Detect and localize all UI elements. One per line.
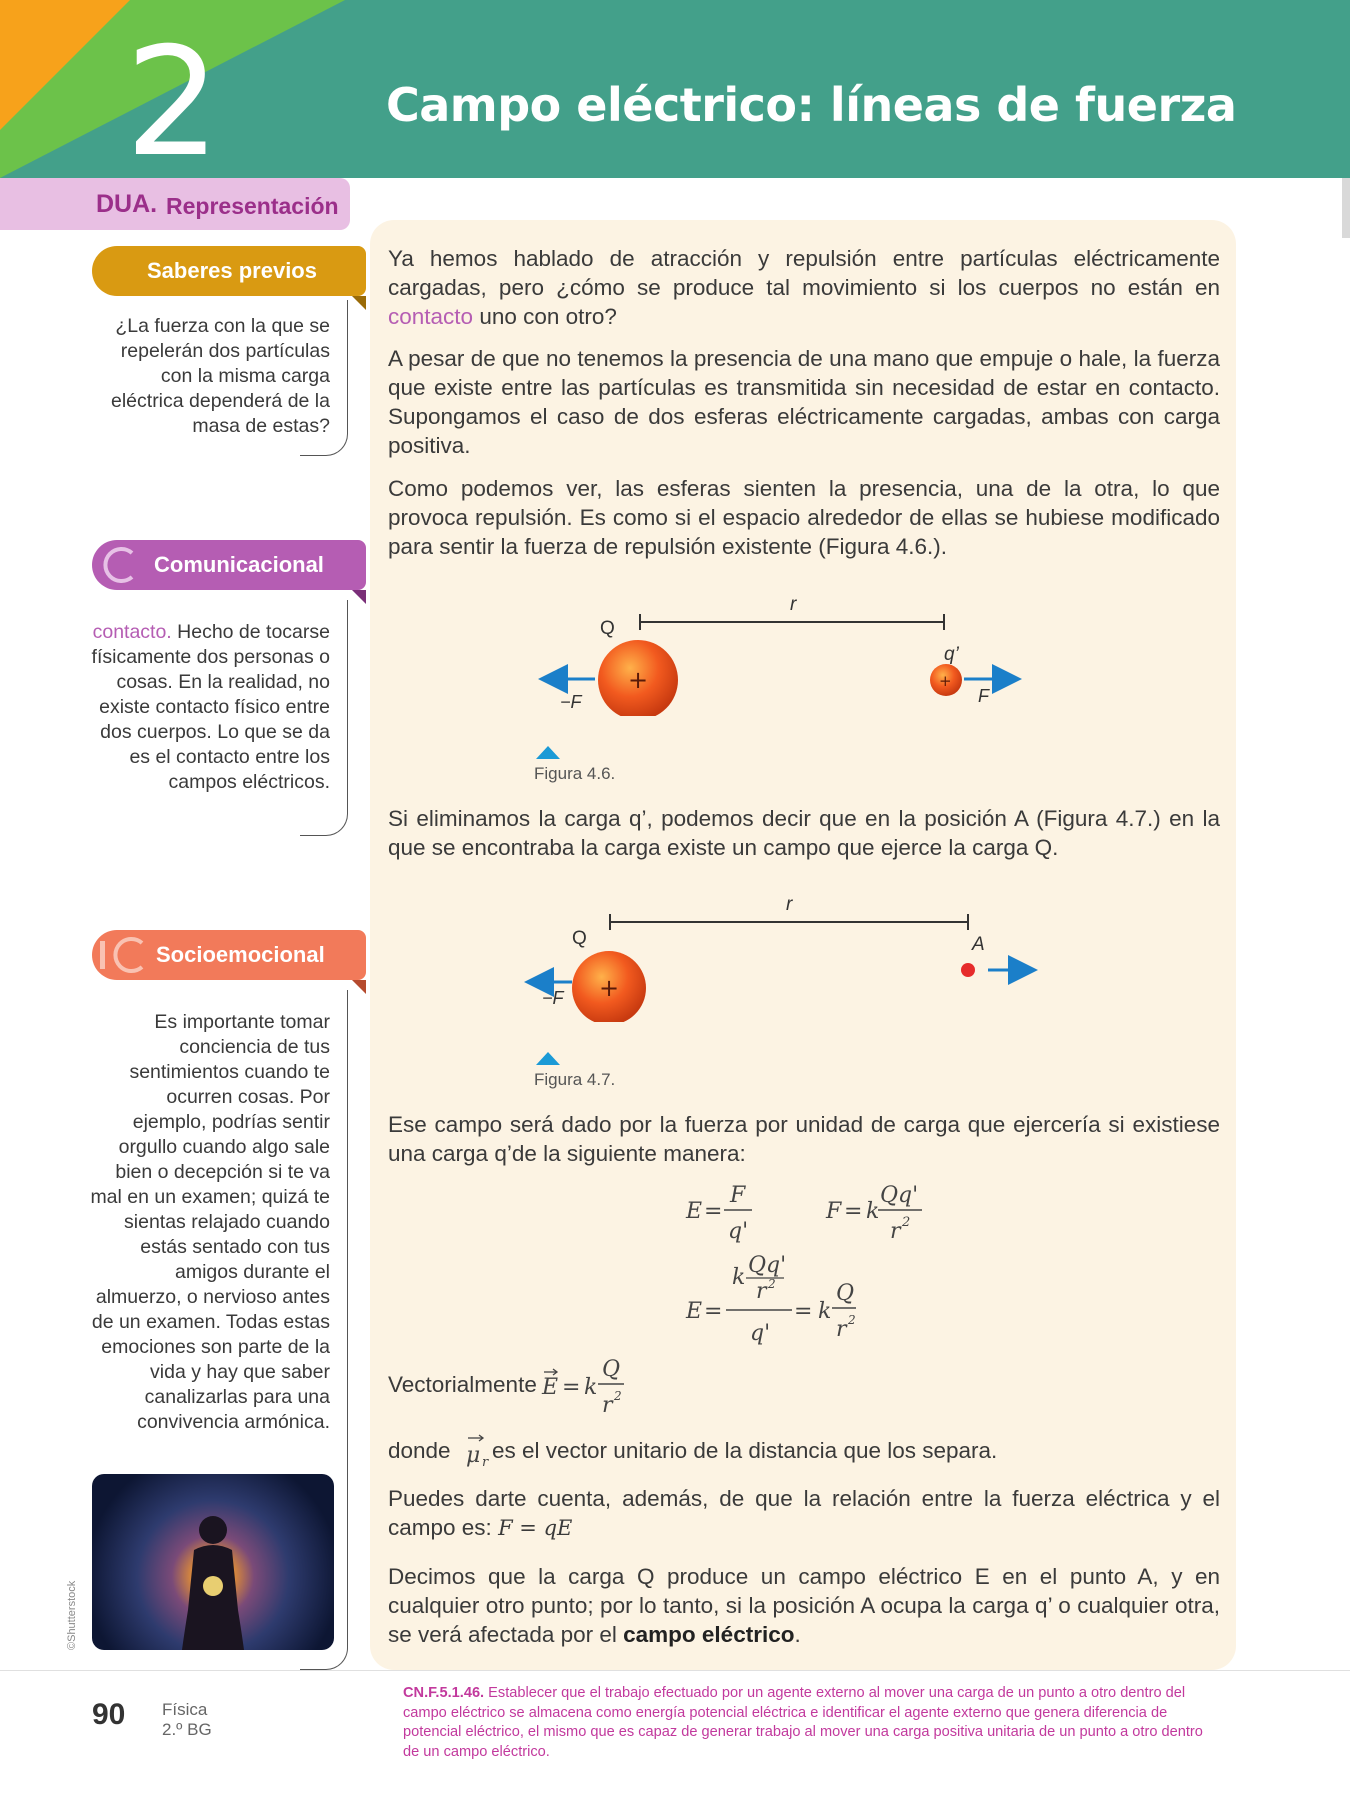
paragraph-2: A pesar de que no tenemos la presencia de una mano que empuje o hale, la fuerza que existe entre las partículas es transmitida sin necesidad de estar en contacto. Supongamos el caso de dos esferas eléctricamente cargadas, ambas con carga positiva. <box>388 346 1220 458</box>
sym-eq: = <box>794 1299 813 1324</box>
sym-E-vector: E <box>542 1375 559 1400</box>
saberes-previos-tab <box>92 246 366 296</box>
curriculum-standard <box>403 1684 1223 1762</box>
chapter-title: Campo eléctrico: líneas de fuerza <box>386 78 1237 132</box>
sym-k: k <box>732 1265 746 1290</box>
label-q-prime: q’ <box>944 644 959 665</box>
p9-text-a: Decimos que la carga Q produce un campo eléctrico E en el punto A, y en cualquier otro punto; por lo tanto, si la posición A ocupa la carga q’ o cualquier otra, se verá afectada por el <box>388 1564 1220 1647</box>
ic-icon <box>96 933 154 977</box>
sym-squared: 2 <box>902 1215 911 1230</box>
unit-vector-mu <box>462 1430 496 1470</box>
label-neg-f: −F <box>542 988 564 1008</box>
meditating-person-silhouette <box>182 1510 244 1650</box>
sym-k: k <box>584 1375 598 1400</box>
footer-divider <box>0 1670 1350 1671</box>
figure-4-6-caption: Figura 4.6. <box>534 764 616 783</box>
subject-info <box>162 1700 212 1740</box>
sym-q-prime: q' <box>750 1321 771 1346</box>
figure-4-6 <box>520 586 1040 716</box>
dua-representacion: Representación <box>166 193 339 219</box>
sym-r: r <box>602 1393 613 1418</box>
sym-r: r <box>890 1219 901 1244</box>
comunicacional-border <box>300 600 348 836</box>
formula-e-equals-f-over-q <box>680 1176 940 1256</box>
c-icon <box>98 543 142 587</box>
figure-4-7-caption: Figura 4.7. <box>534 1070 616 1089</box>
charge-sign-Q: + <box>599 974 620 1002</box>
sym-Q: Q <box>836 1281 855 1306</box>
comunicacional-title: Comunicacional <box>154 552 324 577</box>
p1-text-b: uno con otro? <box>473 304 617 329</box>
term-definition: Hecho de tocarse físicamente dos personas o cosas. En la realidad, no existe contacto físico entre dos cuerpos. Lo que se da es el contacto entre los campos eléctricos. <box>91 621 330 793</box>
page-edge-marker <box>1342 178 1350 238</box>
sym-eq: = <box>844 1199 863 1224</box>
paragraph-3: Como podemos ver, las esferas sienten la presencia, una de la otra, lo que provoca repulsión. Es como si el espacio alrededor de ellas se hubiese modificado para sentir la fuerza de repulsión existente (Figura 4.6.). <box>388 476 1220 559</box>
sym-eq: = <box>562 1375 581 1400</box>
p1-text-a: Ya hemos hablado de atracción y repulsión entre partículas eléctricamente cargadas, pero ¿cómo se produce tal movimiento si los cuerpos no están en <box>388 246 1220 300</box>
charge-sign-Q: + <box>628 666 649 694</box>
socioemocional-tab <box>92 930 366 980</box>
formula-f-equals-qe: F = qE <box>498 1516 573 1540</box>
sym-squared: 2 <box>614 1389 622 1403</box>
sym-F: F <box>730 1183 746 1208</box>
p8-text: Puedes darte cuenta, además, de que la relación entre la fuerza eléctrica y el campo es: <box>388 1486 1220 1540</box>
sym-k: k <box>866 1199 880 1224</box>
paragraph-5: Ese campo será dado por la fuerza por unidad de carga que ejercería si existiese una carga q’de la siguiente manera: <box>388 1112 1220 1166</box>
sym-E: E <box>686 1299 703 1324</box>
sym-eq: = <box>704 1199 723 1224</box>
comunicacional-text <box>90 620 330 795</box>
standard-text: Establecer que el trabajo efectuado por un agente externo al mover una carga de un punto a otro dentro del campo eléctrico se almacena como energía potencial eléctrica e identificar el agente externo que genera diferencia de potencial eléctrico, el mismo que es capaz de generar trabajo al mover una carga positiva unitaria de un punto a otro dentro de un campo eléctrico. <box>403 1685 1203 1760</box>
socioemocional-title: Socioemocional <box>156 942 325 967</box>
glossary-link-contacto[interactable]: contacto <box>388 304 474 329</box>
tab-fold <box>352 296 366 310</box>
saberes-previos-title: Saberes previos <box>147 258 317 283</box>
sym-Q: Q <box>602 1357 621 1382</box>
sym-r-subscript: r <box>482 1455 489 1470</box>
label-Q: Q <box>572 928 587 949</box>
paragraph-8 <box>388 1484 1220 1543</box>
sym-r: r <box>836 1317 847 1342</box>
paragraph-1 <box>388 244 1220 331</box>
socioemocional-text: Es importante tomar conciencia de tus sentimientos cuando te ocurren cosas. Por ejemplo, podrías sentir orgullo cuando algo sale bien o decepción si te va mal en un examen; quizá te sientas relajado cuando estás sentado con tus amigos durante el almuerzo, o nervioso antes de un examen. Todas estas emociones son parte de la vida y hay que saber canalizarlas para una convivencia armónica. <box>90 1011 330 1433</box>
subject-name: Física <box>162 1700 208 1719</box>
label-f: F <box>978 686 989 706</box>
standard-code: CN.F.5.1.46. <box>403 1685 485 1701</box>
sym-F: F <box>826 1199 842 1224</box>
sym-E: E <box>686 1199 703 1224</box>
p9-text-b: . <box>794 1622 801 1647</box>
label-r: r <box>790 594 797 615</box>
label-r: r <box>786 894 793 915</box>
paragraph-9 <box>388 1562 1220 1649</box>
formula-e-derivation <box>680 1250 880 1360</box>
photo-credit: ©Shutterstock <box>66 1580 78 1650</box>
charge-sign-q: + <box>939 672 952 690</box>
sym-Qq-prime: Qq' <box>748 1253 787 1278</box>
vectorial-label: Vectorialmente <box>388 1372 537 1397</box>
meditation-photo <box>92 1474 334 1650</box>
tab-fold <box>352 980 366 994</box>
sym-q-prime: q' <box>728 1219 749 1244</box>
dua-label: DUA. <box>96 190 158 218</box>
sym-k: k <box>818 1299 832 1324</box>
page-number: 90 <box>92 1698 126 1731</box>
chapter-number: 2 <box>125 16 221 178</box>
sym-r: r <box>756 1279 767 1304</box>
grade-level: 2.º BG <box>162 1720 212 1739</box>
point-A <box>961 963 975 977</box>
sym-eq: = <box>704 1299 723 1324</box>
term-contacto: contacto. <box>92 621 172 643</box>
paragraph-4: Si eliminamos la carga q’, podemos decir que en la posición A (Figura 4.7.) en la que se encontraba la carga existe un campo que ejerce la carga Q. <box>388 806 1220 860</box>
formula-vector-e <box>540 1352 640 1422</box>
donde-label: donde <box>388 1438 451 1463</box>
sym-Qq-prime: Qq' <box>880 1183 919 1208</box>
label-A: A <box>972 934 985 955</box>
comunicacional-tab <box>92 540 366 590</box>
donde-text: es el vector unitario de la distancia que los separa. <box>492 1438 998 1463</box>
label-Q: Q <box>600 618 615 639</box>
saberes-previos-text: ¿La fuerza con la que se repelerán dos partículas con la misma carga eléctrica dependerá de la masa de estas? <box>111 315 330 437</box>
sym-squared: 2 <box>768 1277 776 1291</box>
sym-squared: 2 <box>848 1313 856 1327</box>
figure-4-7 <box>520 892 1040 1022</box>
header-orange-stripe <box>0 0 130 130</box>
sym-mu: μ <box>466 1443 481 1468</box>
caption-marker-icon <box>536 746 560 759</box>
p9-bold-term: campo eléctrico <box>623 1622 795 1647</box>
saberes-border <box>300 300 348 456</box>
label-neg-f: −F <box>560 692 582 712</box>
dua-tab <box>0 178 350 230</box>
chapter-header <box>0 0 1350 178</box>
tab-fold <box>352 590 366 604</box>
caption-marker-icon <box>536 1052 560 1065</box>
